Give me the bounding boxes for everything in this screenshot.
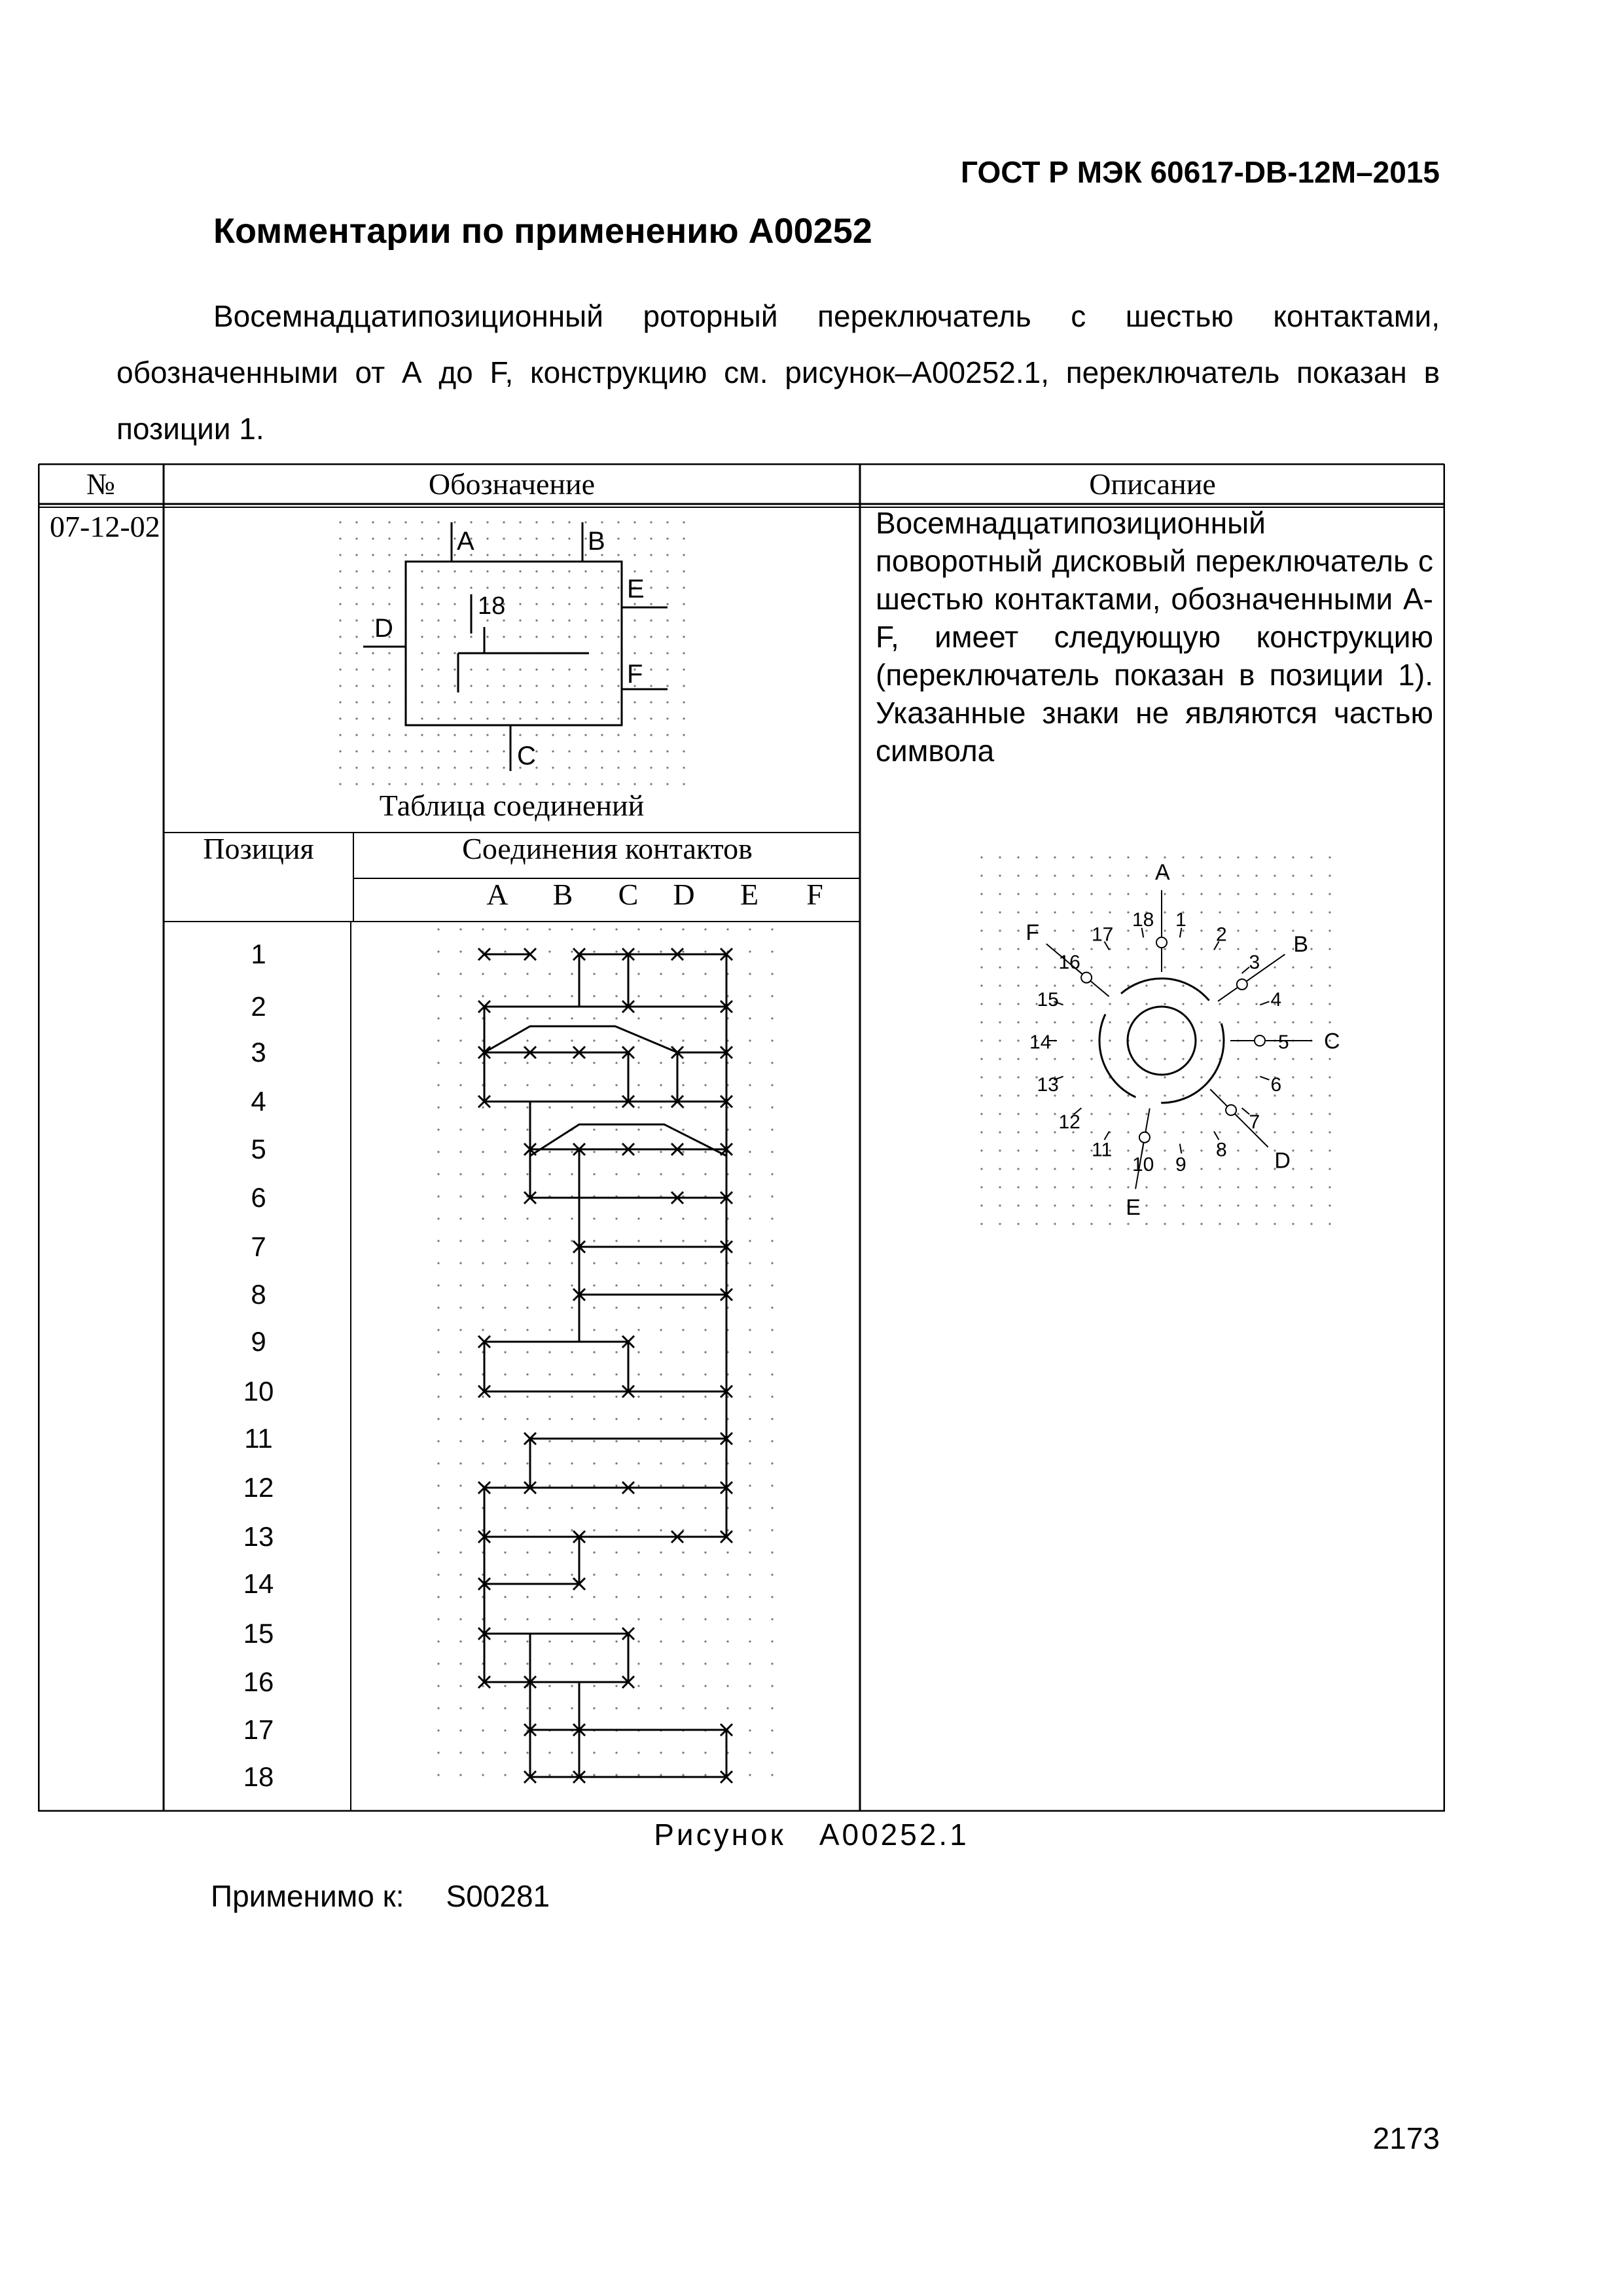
position-11: 11	[244, 1423, 273, 1454]
rotary-contact-terminal-e	[1139, 1132, 1150, 1143]
connection-table-caption: Таблица соединений	[379, 789, 645, 822]
contact-letter-d: D	[673, 878, 695, 911]
symbol-label-d: D	[374, 614, 393, 643]
rotary-position-label-9: 9	[1175, 1154, 1186, 1176]
rotary-contact-terminal-b	[1237, 979, 1247, 990]
symbol-label-c: C	[517, 742, 536, 770]
connection-lines	[478, 948, 732, 1783]
row-description: Восемнадцатипозиционный поворотный дисковый переключатель с шестью контактами, обозначенными A-F, имеет следующую конструкцию (переключатель показан в позиции 1). Указанные знаки не являются частью символа	[876, 506, 1433, 768]
symbol-label-f: F	[627, 660, 643, 689]
rotary-position-label-2: 2	[1216, 924, 1227, 946]
position-12: 12	[243, 1472, 274, 1503]
position-6: 6	[251, 1182, 266, 1213]
section-heading: Комментарии по применению А00252	[213, 211, 872, 251]
rotary-position-label-18: 18	[1132, 908, 1154, 931]
standard-code: ГОСТ Р МЭК 60617-DB-12M–2015	[961, 155, 1440, 189]
contact-letters-row	[458, 877, 825, 916]
rotary-switch-view	[975, 851, 1342, 1237]
symbol-label-b: B	[588, 527, 605, 556]
rotary-position-tick	[1260, 1001, 1269, 1005]
rotary-position-label-16: 16	[1058, 951, 1080, 973]
rotary-position-label-7: 7	[1249, 1111, 1260, 1134]
rotary-position-label-5: 5	[1278, 1031, 1289, 1053]
rotary-position-tick	[1242, 1108, 1249, 1115]
rotary-position-label-3: 3	[1249, 951, 1260, 973]
rotary-contact-label-d: D	[1274, 1148, 1291, 1174]
contact-letter-a: A	[486, 878, 508, 911]
connections-column-label: Соединения контактов	[462, 832, 753, 865]
column-header-number: №	[86, 467, 115, 501]
contact-letter-b: B	[552, 878, 573, 911]
column-header-designation: Обозначение	[428, 467, 596, 501]
position-17: 17	[243, 1714, 274, 1745]
position-5: 5	[251, 1134, 266, 1164]
applies-to	[211, 1878, 550, 1914]
rotary-position-label-11: 11	[1092, 1139, 1113, 1161]
rotary-contact-label-a: A	[1155, 860, 1170, 885]
switch-symbol	[334, 516, 694, 797]
rotary-contact-terminal-a	[1156, 937, 1167, 948]
position-numbers-column	[164, 922, 353, 1812]
rotary-position-label-15: 15	[1037, 989, 1059, 1011]
rotary-position-label-1: 1	[1175, 908, 1186, 931]
rotary-contact-label-b: B	[1293, 932, 1309, 958]
figure-caption	[0, 1817, 1623, 1852]
position-15: 15	[243, 1618, 274, 1649]
rotary-position-tick	[1180, 1144, 1182, 1154]
applies-value: S00281	[446, 1879, 550, 1913]
figure-caption-id: А00252.1	[819, 1818, 969, 1852]
rotary-position-label-14: 14	[1029, 1031, 1052, 1053]
rotary-position-tick	[1242, 967, 1249, 974]
rotary-contact-terminal-f	[1081, 973, 1092, 983]
symbol-position-count: 18	[478, 592, 506, 620]
rotary-hub	[1128, 1007, 1196, 1075]
contact-letter-e: E	[740, 878, 759, 911]
position-7: 7	[251, 1231, 266, 1262]
symbol-label-a: A	[457, 527, 474, 556]
rotary-position-label-13: 13	[1037, 1073, 1059, 1096]
bent-link-pos5	[530, 1124, 726, 1156]
rotary-contact-label-e: E	[1126, 1195, 1141, 1221]
symbol-label-e: E	[627, 575, 645, 603]
connection-diagram	[432, 916, 798, 1806]
position-14: 14	[243, 1568, 274, 1599]
contact-letter-c: C	[618, 878, 639, 911]
rotary-position-tick	[1260, 1077, 1269, 1080]
rotary-contact-label-c: C	[1324, 1029, 1340, 1054]
rotary-position-label-12: 12	[1058, 1111, 1080, 1134]
position-1: 1	[251, 939, 266, 969]
position-9: 9	[251, 1326, 266, 1357]
figure-caption-word: Рисунок	[654, 1818, 786, 1852]
applies-label: Применимо к:	[211, 1879, 404, 1913]
position-16: 16	[243, 1666, 274, 1697]
symbol-housing	[406, 562, 622, 725]
rotary-contact-terminal-c	[1255, 1035, 1265, 1046]
position-column-label: Позиция	[203, 832, 314, 865]
column-header-description: Описание	[1089, 467, 1216, 501]
position-13: 13	[243, 1521, 274, 1552]
rotary-position-label-17: 17	[1092, 924, 1114, 946]
rotary-position-label-10: 10	[1132, 1154, 1154, 1176]
intro-text: Восемнадцатипозиционный роторный переключатель с шестью контактами, обозначенными от А до F, конструкцию см. рисунок–А00252.1, переключатель показан в позиции 1.	[116, 299, 1440, 446]
rotary-contact-terminal-d	[1226, 1105, 1236, 1115]
rotary-rotor-ring	[1099, 978, 1224, 1103]
bent-link-pos3	[484, 1026, 677, 1052]
rotary-position-tick	[1142, 1144, 1144, 1154]
rotary-position-label-6: 6	[1270, 1073, 1282, 1096]
contact-letter-f: F	[806, 878, 823, 911]
row-number: 07-12-02	[50, 510, 160, 543]
position-10: 10	[243, 1376, 274, 1407]
position-8: 8	[251, 1279, 266, 1310]
page-number: 2173	[1372, 2121, 1440, 2155]
position-3: 3	[251, 1037, 266, 1067]
position-18: 18	[243, 1761, 274, 1792]
rotary-contact-label-f: F	[1026, 920, 1040, 946]
rotary-position-label-4: 4	[1270, 989, 1282, 1011]
position-2: 2	[251, 991, 266, 1022]
position-4: 4	[251, 1086, 266, 1117]
rotary-position-label-8: 8	[1216, 1139, 1227, 1161]
intro-paragraph	[116, 288, 1440, 457]
